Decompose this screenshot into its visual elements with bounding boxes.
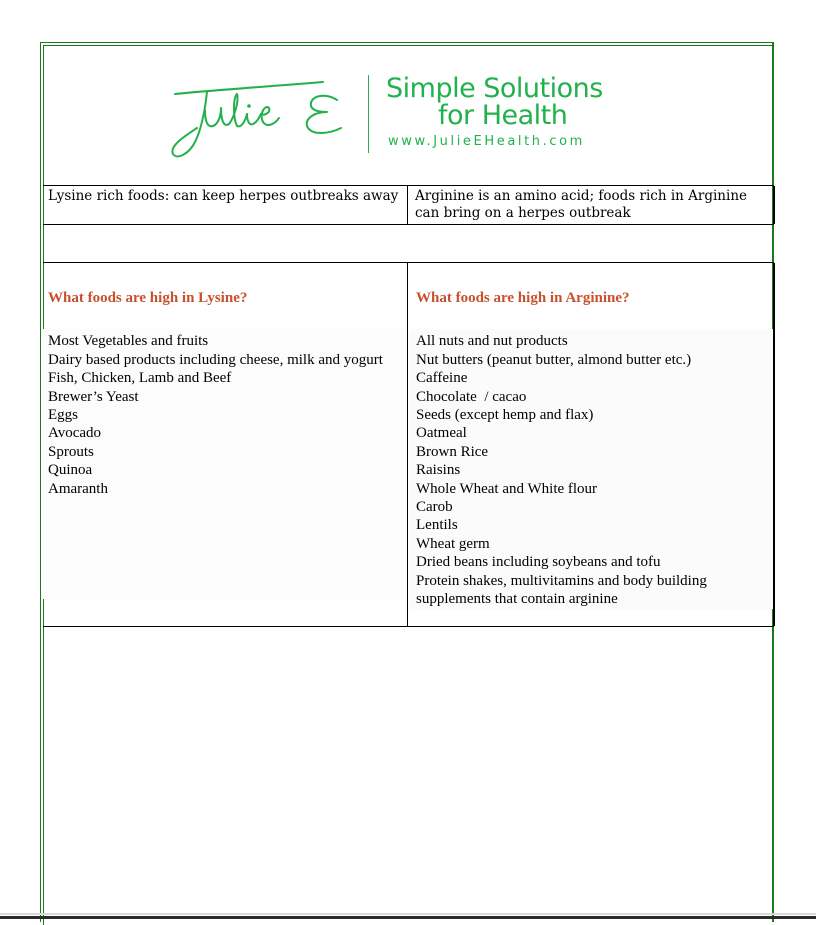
spacer-row bbox=[43, 225, 772, 262]
foods-table bbox=[43, 262, 774, 627]
list-item: Avocado bbox=[48, 425, 102, 442]
list-item: Fish, Chicken, Lamb and Beef bbox=[48, 370, 232, 387]
brand-name-line1: Simple Solutions bbox=[386, 73, 603, 104]
arginine-intro-cell bbox=[407, 186, 774, 224]
list-item: Seeds (except hemp and flax) bbox=[416, 407, 594, 424]
table-border-right bbox=[773, 263, 775, 626]
table-border-right bbox=[773, 186, 775, 224]
arginine-heading: What foods are high in Arginine? bbox=[416, 290, 630, 306]
lysine-column bbox=[43, 263, 407, 626]
list-item: Most Vegetables and fruits bbox=[48, 333, 209, 350]
list-item: Wheat germ bbox=[416, 535, 490, 552]
logo-divider bbox=[368, 75, 369, 153]
list-item: Dried beans including soybeans and tofu bbox=[416, 554, 661, 571]
list-item: Protein shakes, multivitamins and body building supplements that contain arginine bbox=[416, 572, 707, 608]
arginine-intro-text: Arginine is an amino acid; foods rich in Arginine can bring on a herpes outbreak bbox=[415, 188, 748, 221]
logo bbox=[165, 70, 645, 165]
page-bottom-edge bbox=[0, 913, 816, 915]
lysine-food-list bbox=[48, 332, 402, 498]
list-item: Raisins bbox=[416, 462, 461, 479]
list-item: Quinoa bbox=[48, 462, 93, 479]
list-item: Amaranth bbox=[48, 480, 108, 497]
list-item: Nut butters (peanut butter, almond butter etc.) bbox=[416, 351, 692, 368]
list-item: Eggs bbox=[48, 407, 78, 424]
list-item: Carob bbox=[416, 499, 453, 516]
list-item: Brown Rice bbox=[416, 443, 489, 460]
list-item: Lentils bbox=[416, 517, 458, 534]
lysine-heading: What foods are high in Lysine? bbox=[48, 290, 248, 306]
list-item: All nuts and nut products bbox=[416, 333, 568, 350]
arginine-food-list bbox=[416, 332, 769, 608]
list-item: Chocolate / cacao bbox=[416, 388, 527, 405]
list-item: Caffeine bbox=[416, 370, 468, 387]
list-item: Dairy based products including cheese, milk and yogurt bbox=[48, 351, 383, 368]
list-item: Whole Wheat and White flour bbox=[416, 480, 598, 497]
list-item: Oatmeal bbox=[416, 425, 467, 442]
lysine-intro-cell bbox=[43, 186, 407, 224]
brand-url: www.JulieEHealth.com bbox=[388, 134, 585, 149]
list-item: Sprouts bbox=[48, 443, 94, 460]
intro-row bbox=[43, 185, 774, 225]
arginine-column bbox=[407, 263, 774, 626]
list-item: Brewer’s Yeast bbox=[48, 388, 139, 405]
julie-e-signature-icon bbox=[165, 70, 365, 165]
lysine-intro-text: Lysine rich foods: can keep herpes outbreaks away bbox=[48, 188, 399, 204]
brand-name-line2: for Health bbox=[438, 100, 568, 131]
